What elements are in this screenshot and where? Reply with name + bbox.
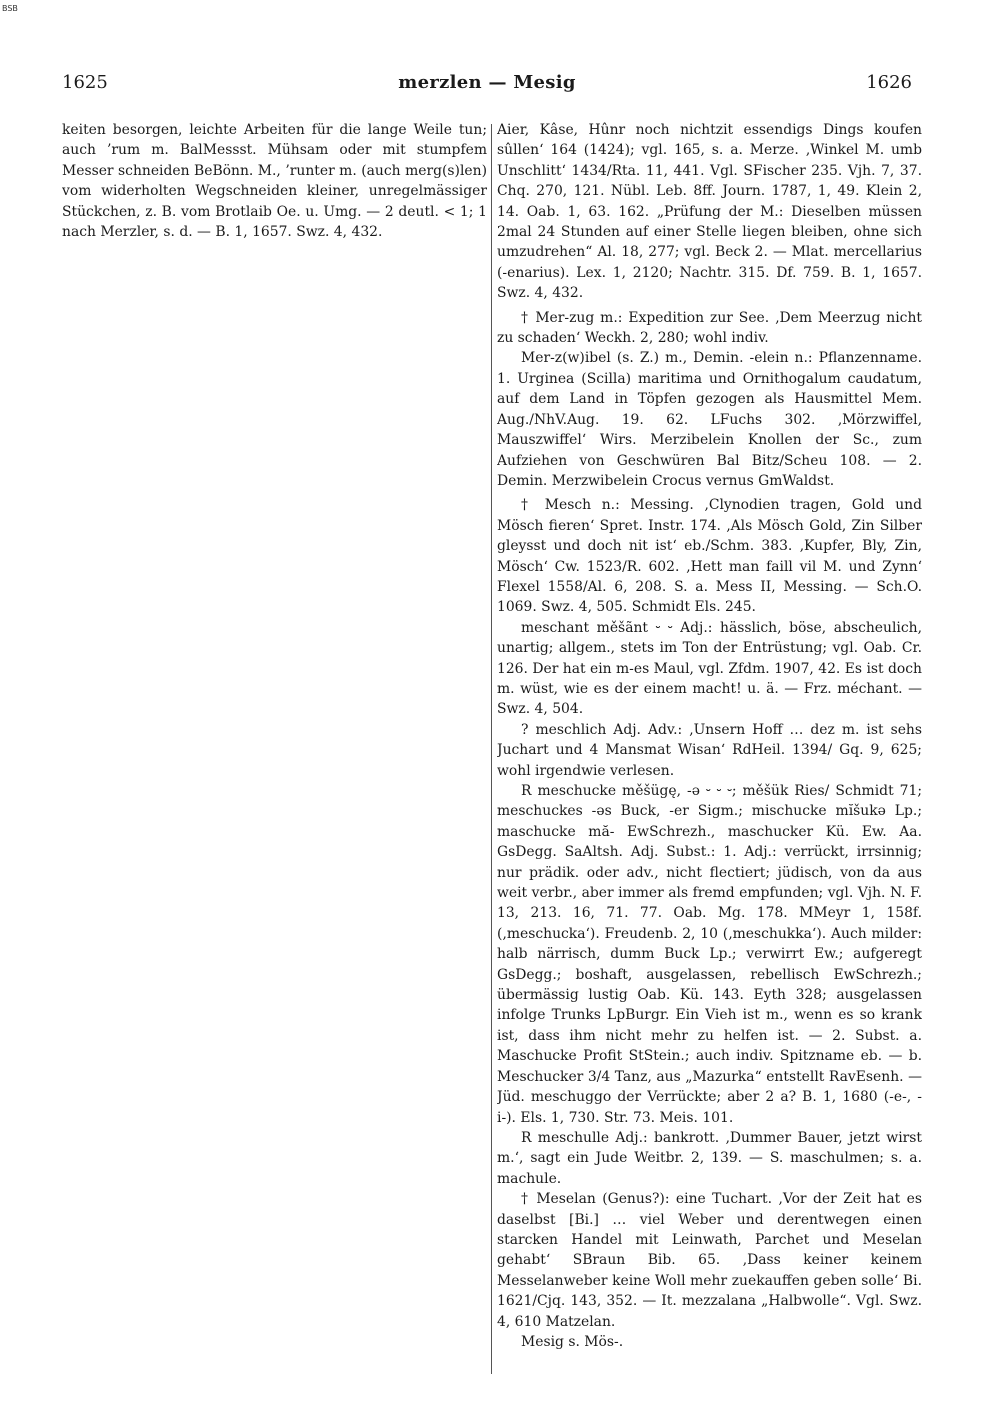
- entry-paragraph: Aier, Kâse, Hûnr noch nichtzit essendigs Dings koufen sûllen‘ 164 (1424); vgl. 165, s. a. Merze. ‚Winkel M. umb Unschlitt‘ 1434/Rta. 11, 441. Vgl. SFischer 235. Vjh. 7, 37. Chq. 270, 121. Nübl. Leb. 8ff. Journ. 1787, 1, 49. Klein 2, 14. Oab. 1, 63. 162. „Prüfung der M.: Dieselben müssen 2mal 24 Stunden auf einer Stelle liegen bleiben, ohne sich umzudrehen“ Al. 18, 277; vgl. Beck 2. — Mlat. mercellarius (-enarius). Lex. 1, 2120; Nachtr. 315. Df. 759. B. 1, 1657. Swz. 4, 432.: [497, 122, 922, 302]
- entry-paragraph: † Meselan (Genus?): eine Tuchart. ‚Vor der Zeit hat es daselbst [Bi.] … viel Weber und derentwegen einen starcken Handel mit Leinwath, Parchet und Meselan gehabt‘ SBraun Bib. 65. ‚Dass keiner keinem Messelanweber keine Woll mehr zuekauffen geben solle‘ Bi. 1621/Cjq. 143, 352. — It. mezzalana „Halbwolle“. Vgl. Swz. 4, 610 Matzelan.: [497, 1191, 922, 1330]
- page-number-left: 1625: [62, 72, 108, 93]
- column-divider: [491, 124, 492, 1374]
- entry-paragraph: R meschucke měšügę, -ə ⏑ ⏑ ⏑; měšük Ries/ Schmidt 71; meschuckes -əs Buck, -er Sigm.; mischucke mĭšukə Lp.; maschucke mă- EwSchrezh., maschucker Kü. Ew. Aa. GsDegg. SaAltsh. Adj. Subst.: 1. Adj.: verrückt, irrsinnig; nur prädik. oder adv., nicht flectiert; jüdisch, von da aus weit verbr., aber immer als fremd empfunden; vgl. Vjh. N. F. 13, 213. 16, 71. 77. Oab. Mg. 178. MMeyr 1, 158f. (‚meschucka‘). Freudenb. 2, 10 (‚meschukka‘). Auch milder: halb närrisch, dumm Buck Lp.; verwirrt Ew.; aufgeregt GsDegg.; boshaft, ausgelassen, rebellisch EwSchrezh.; übermässig lustig Oab. Kü. 143. Eyth 328; ausgelassen infolge Trunks LpBurgr. Ein Vieh ist m., wenn es so krank ist, dass ihm nicht mehr zu helfen ist. — 2. Subst. a. Maschucke Profit StStein.; auch indiv. Spitzname eb. — b. Meschucker 3/4 Tanz, aus „Mazurka“ entstellt RavEsenh. — Jüd. meschuggo der Verrückte; aber 2 a? B. 1, 1680 (-e-, -i-). Els. 1, 730. Str. 73. Meis. 101.: [497, 783, 922, 1126]
- entry-paragraph: Mer-z(w)ibel (s. Z.) m., Demin. -elein n.: Pflanzenname. 1. Urginea (Scilla) maritima und Ornithogalum caudatum, auf dem Land in Töpfen gezogen als Hausmittel Mem. Aug./NhV.Aug. 19. 62. LFuchs 302. ‚Mörzwiffel, Mauszwiffel‘ Wirs. Merzibelein Knollen der Sc., zum Aufziehen von Geschwüren Bal Bitz/Scheu 108. — 2. Demin. Merzwibelein Crocus vernus GmWaldst.: [497, 350, 922, 489]
- entry-paragraph: keiten besorgen, leichte Arbeiten für die lange Weile tun; auch ’rum m. BalMessst. Mühsam oder mit stumpfem Messer schneiden BeBönn. M., ’runter m. (auch merg(s)len) vom widerholten Wegschneiden kleiner, unregelmässiger Stückchen, z. B. vom Brotlaib Oe. u. Umg. — 2 deutl. < 1; 1 nach Merzler, s. d. — B. 1, 1657. Swz. 4, 432.: [62, 122, 487, 241]
- entry-paragraph: ? meschlich Adj. Adv.: ‚Unsern Hoff … dez m. ist sehs Juchart und 4 Mansmat Wisan‘ RdHeil. 1394/ Gq. 9, 625; wohl irgendwie verlesen.: [497, 721, 922, 779]
- page-number-right: 1626: [866, 72, 912, 93]
- entry-paragraph: † Mesch n.: Messing. ‚Clynodien tragen, Gold und Mösch fieren‘ Spret. Instr. 174. ‚Als Mösch Gold, Zin Silber gleysst und doch nit ist‘ eb./Schm. 383. ‚Kupfer, Bly, Zin, Mösch‘ Cw. 1523/R. 602. ‚Hett man faill vil M. und Zynn‘ Flexel 1558/Al. 6, 208. S. a. Mess II, Messing. — Sch.O. 1069. Swz. 4, 505. Schmidt Els. 245.: [497, 497, 922, 616]
- right-column: [497, 120, 922, 1390]
- running-title: merzlen — Mesig: [398, 72, 576, 93]
- page-header: [62, 72, 912, 98]
- entry-paragraph: R meschulle Adj.: bankrott. ‚Dummer Bauer, jetzt wirst m.‘, sagt ein Jude Weitbr. 2, 139. — S. maschulmen; s. a. machule.: [497, 1129, 922, 1187]
- entry-paragraph: † Mer-zug m.: Expedition zur See. ‚Dem Meerzug nicht zu schaden‘ Weckh. 2, 280; wohl indiv.: [497, 309, 922, 347]
- left-column: [62, 120, 487, 1390]
- entry-paragraph: Mesig s. Mös-.: [521, 1333, 624, 1350]
- entry-paragraph: meschant měšãnt ⏑ ⏑ Adj.: hässlich, böse, abscheulich, unartig; allgem., stets im Ton der Entrüstung; vgl. Oab. Cr. 126. Der hat ein m-es Maul, vgl. Zfdm. 1907, 42. Es ist doch m. wüst, wie es der einem macht! u. ä. — Frz. méchant. — Swz. 4, 504.: [497, 619, 922, 718]
- library-mark: BSB: [2, 4, 18, 13]
